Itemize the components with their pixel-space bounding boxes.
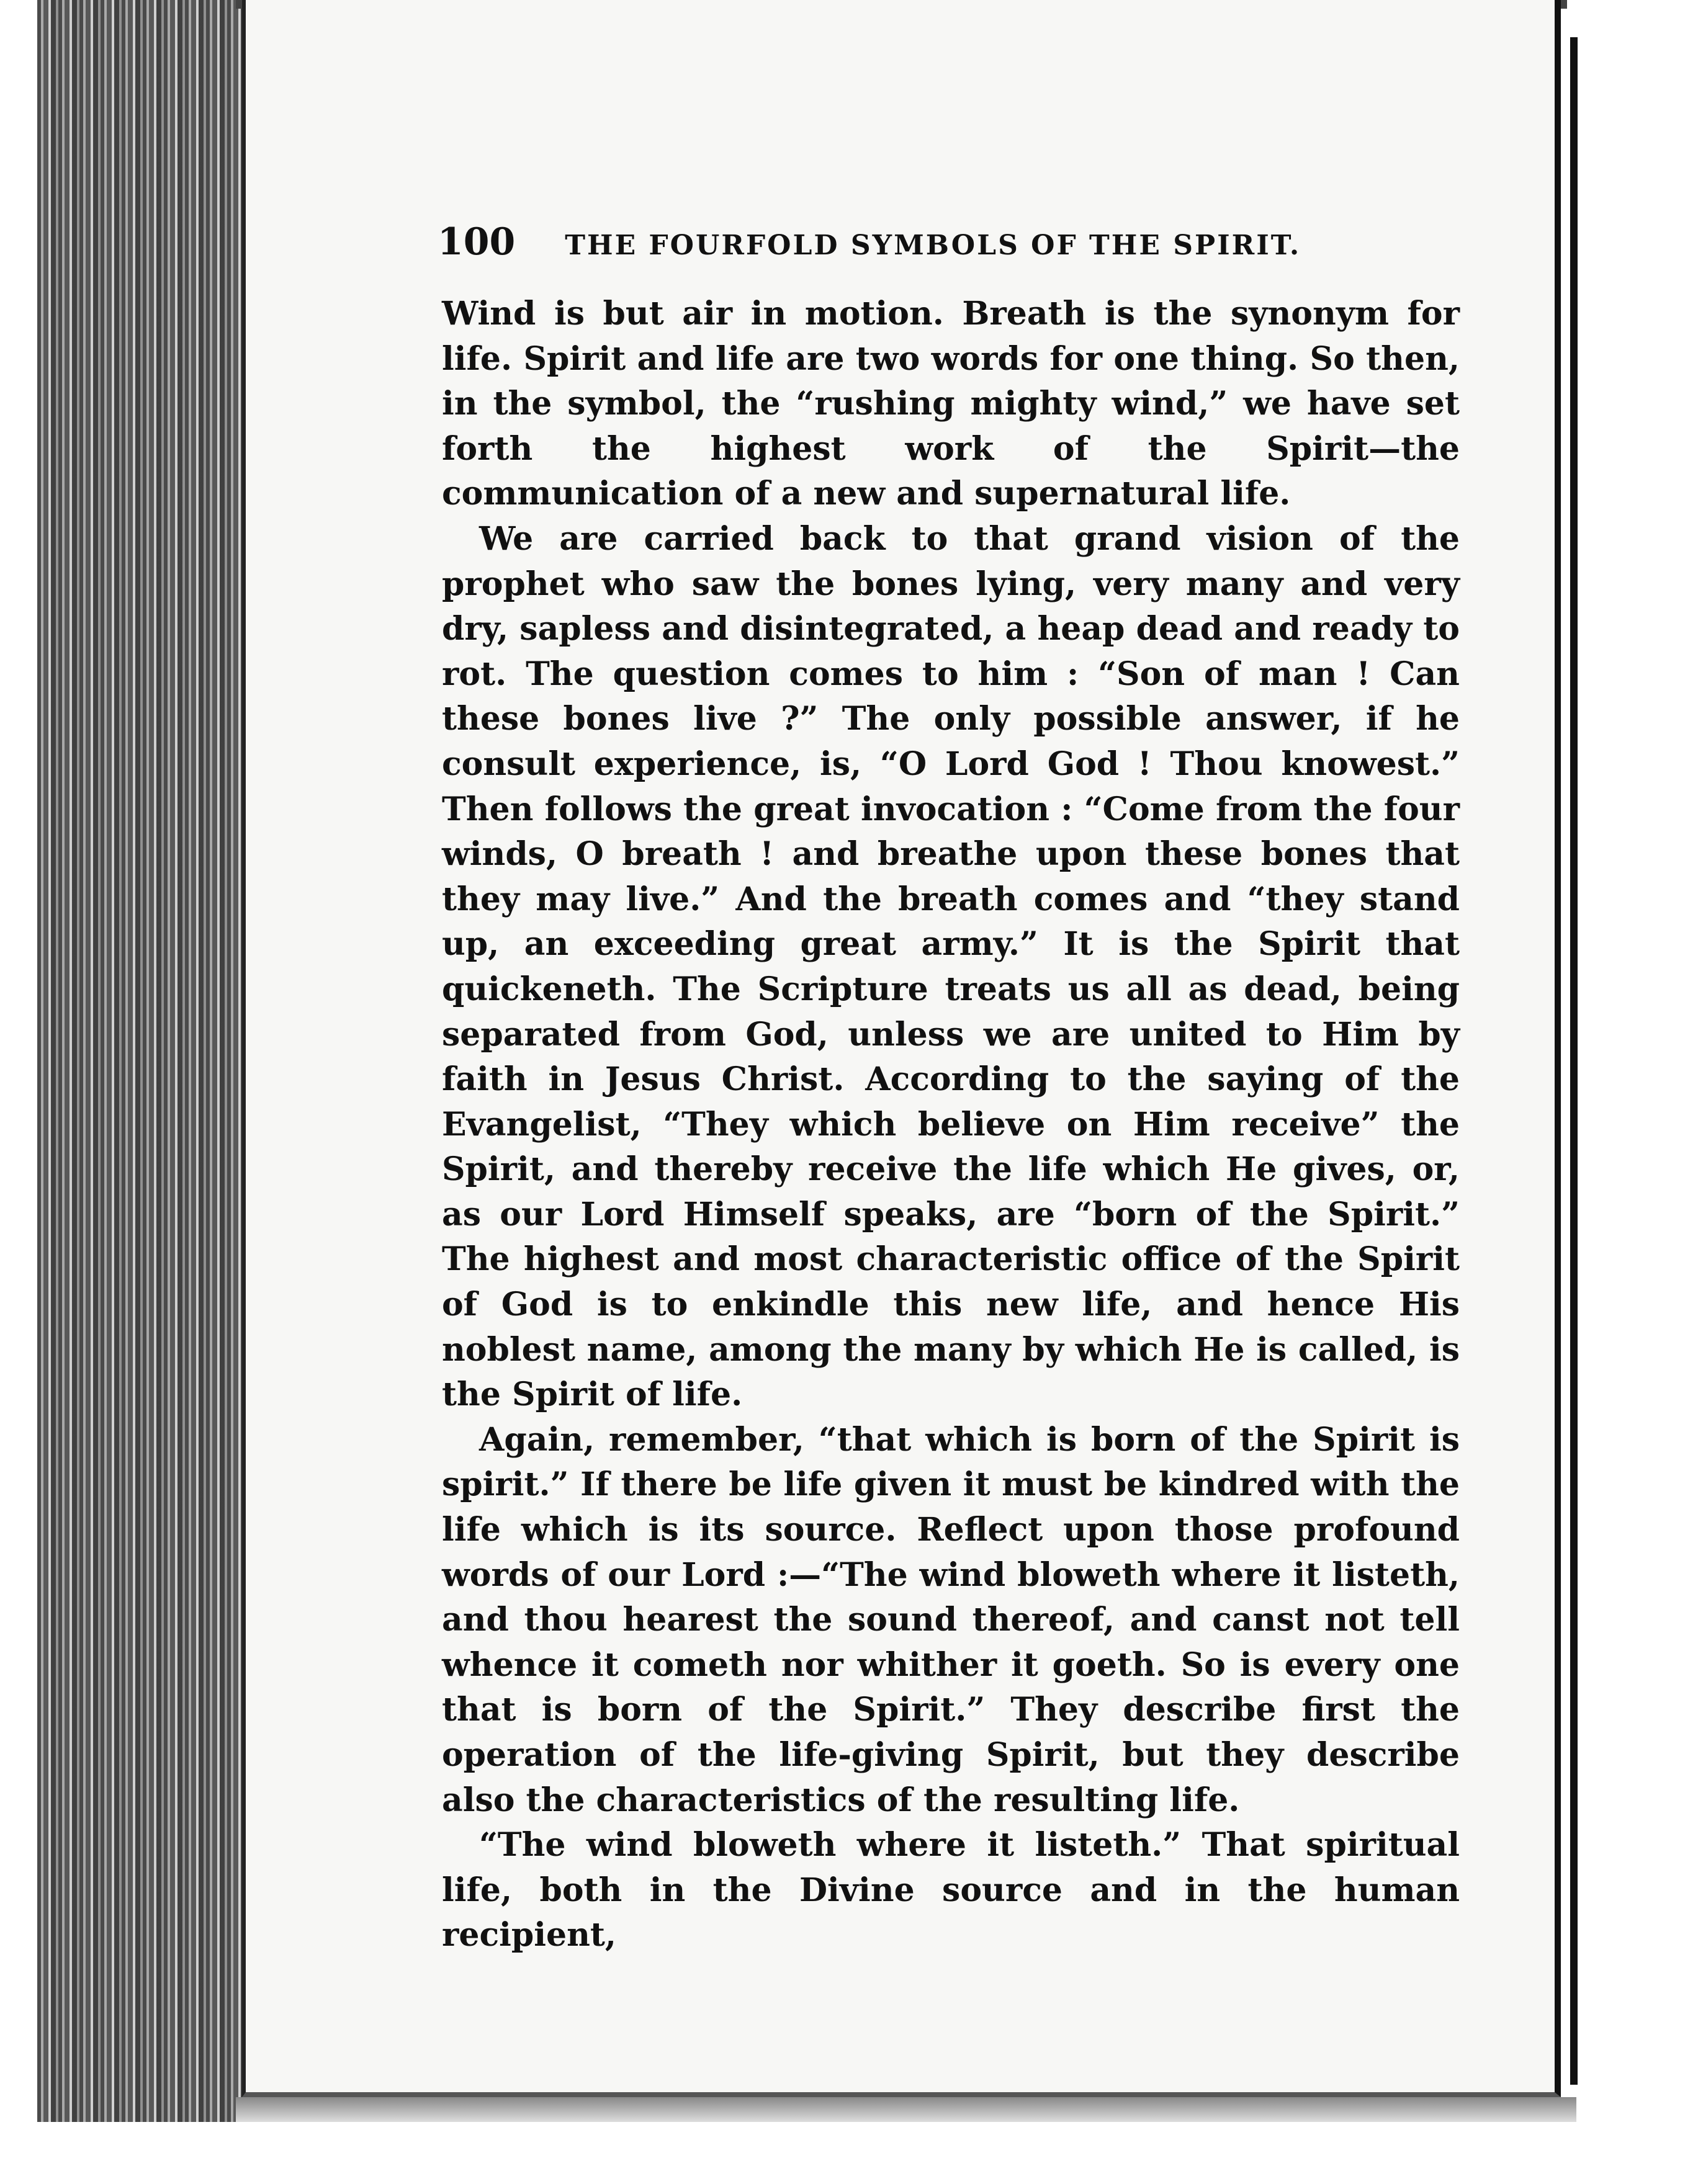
paragraph-2: We are carried back to that grand vision of the prophet who saw the bones lying, very many and very dry, sapless and disintegrated, a heap dead and ready to rot. The question comes to him : “Son of man ! Can these bones live ?” The only possible answer, if he consult experience, is, “O Lord God ! Thou knowest.” Then follows the great invocation : “Come from the four winds, O breath ! and breathe upon these bones that they may live.” And the breath comes and “they stand up, an exceeding great army.” It is the Spirit that quickeneth. The Scripture treats us all as dead, being separated from God, unless we are united to Him by faith in Jesus Christ. According to the saying of the Evangelist, “They which believe on Him receive” the Spirit, and thereby receive the life which He gives, or, as our Lord Himself speaks, are “born of the Spirit.” The highest and most characteristic office of the Spirit of God is to enkindle this new life, and hence His noblest name, among the many by which He is called, is the Spirit of life. [442, 519, 1460, 1414]
next-page-edge [1570, 37, 1578, 2085]
scan-margin [0, 0, 37, 2184]
page-number: 100 [438, 220, 516, 264]
running-title: THE FOURFOLD SYMBOLS OF THE SPIRIT. [565, 230, 1301, 261]
page-bottom-edge [236, 2097, 1576, 2122]
paragraph-4: “The wind bloweth where it listeth.” That spiritual life, both in the Divine source and in the human recipient, [442, 1826, 1460, 1954]
paragraph-3: Again, remember, “that which is born of the Spirit is spirit.” If there be life given it must be kindred with the life which is its source. Reflect upon those profound words of our Lord :—“The wind bloweth where it listeth, and thou hearest the sound thereof, and canst not tell whence it cometh nor whither it goeth. So is every one that is born of the Spirit.” They describe first the operation of the life-giving Spirit, but they describe also the characteristics of the resulting life. [442, 1420, 1460, 1819]
running-head [438, 220, 1455, 270]
text-body [442, 292, 1460, 1958]
book-page-edges [37, 0, 242, 2122]
paragraph-1: Wind is but air in motion. Breath is the synonym for life. Spirit and life are two words for one thing. So then, in the symbol, the “rushing mighty wind,” we have set forth the highest work of the Spirit—the communication of a new and supernatural life. [442, 295, 1460, 513]
